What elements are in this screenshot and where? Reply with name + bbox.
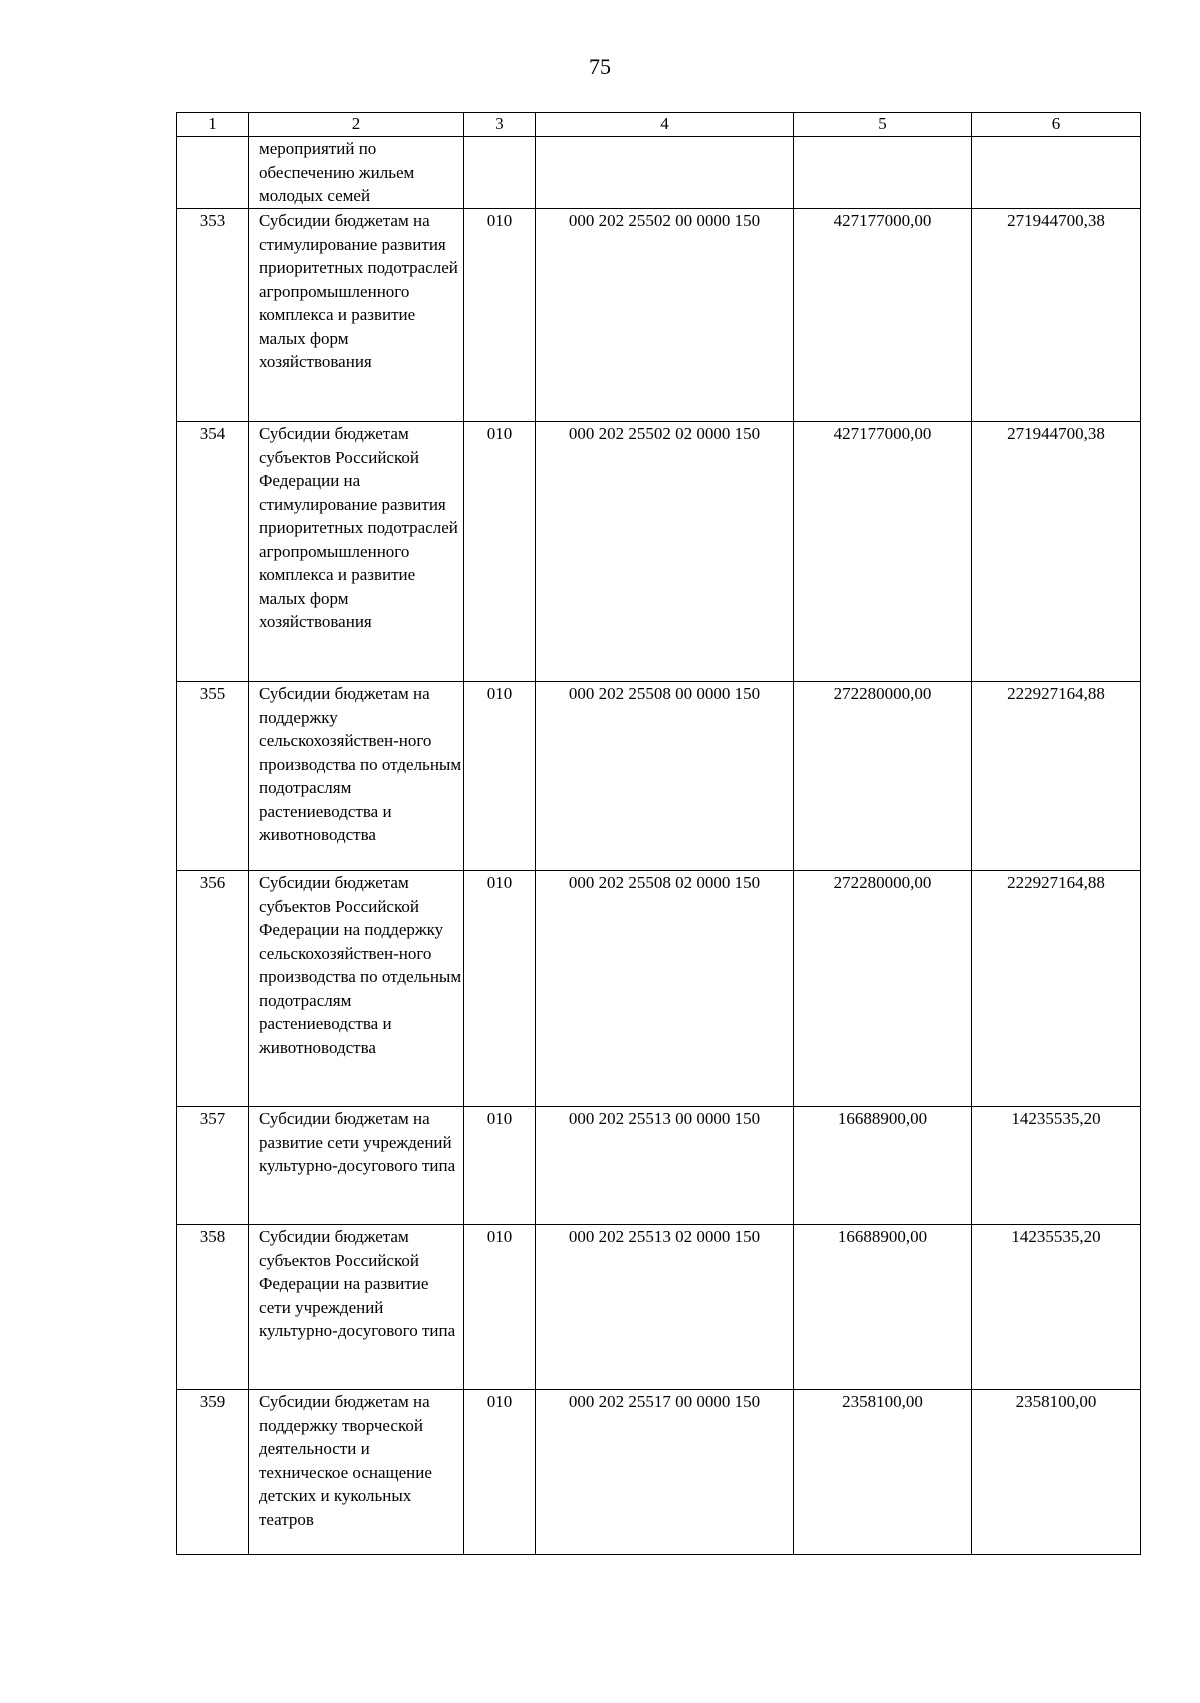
row-fact-amount: 14235535,20 — [972, 1225, 1141, 1390]
header-col-3: 3 — [464, 113, 536, 137]
page-number: 75 — [589, 54, 611, 79]
row-plan-amount: 16688900,00 — [794, 1225, 972, 1390]
header-col-5: 5 — [794, 113, 972, 137]
row-name: Субсидии бюджетам субъектов Российской Федерации на развитие сети учреждений культурно-досугового типа — [249, 1225, 464, 1390]
row-name: Субсидии бюджетам на поддержку сельскохозяйствен-ного производства по отдельным подотраслям растениеводства и животноводства — [249, 682, 464, 871]
continuation-name-cell: мероприятий по обеспечению жильем молодых семей — [249, 137, 464, 209]
continuation-row — [177, 137, 1141, 209]
row-budget-code: 000 202 25508 02 0000 150 — [536, 871, 794, 1107]
row-number: 356 — [177, 871, 249, 1107]
header-col-4: 4 — [536, 113, 794, 137]
row-name: Субсидии бюджетам субъектов Российской Федерации на поддержку сельскохозяйствен-ного производства по отдельным подотраслям растениеводства и животноводства — [249, 871, 464, 1107]
row-name: Субсидии бюджетам субъектов Российской Федерации на стимулирование развития приоритетных подотраслей агропромышленного комплекса и развитие малых форм хозяйствования — [249, 422, 464, 682]
row-budget-code: 000 202 25513 00 0000 150 — [536, 1107, 794, 1225]
row-admin-code: 010 — [464, 682, 536, 871]
row-number: 358 — [177, 1225, 249, 1390]
continuation-admin-cell — [464, 137, 536, 209]
header-col-6: 6 — [972, 113, 1141, 137]
row-plan-amount: 427177000,00 — [794, 209, 972, 422]
row-fact-amount: 271944700,38 — [972, 422, 1141, 682]
continuation-code-cell — [536, 137, 794, 209]
table-row — [177, 1390, 1141, 1555]
row-admin-code: 010 — [464, 209, 536, 422]
row-fact-amount: 222927164,88 — [972, 682, 1141, 871]
table-row — [177, 682, 1141, 871]
continuation-num-cell — [177, 137, 249, 209]
header-row — [177, 113, 1141, 137]
row-name: Субсидии бюджетам на поддержку творческой деятельности и техническое оснащение детских и кукольных театров — [249, 1390, 464, 1555]
row-budget-code: 000 202 25502 02 0000 150 — [536, 422, 794, 682]
row-number: 354 — [177, 422, 249, 682]
table-row — [177, 1107, 1141, 1225]
row-plan-amount: 272280000,00 — [794, 682, 972, 871]
row-name: Субсидии бюджетам на стимулирование развития приоритетных подотраслей агропромышленного комплекса и развитие малых форм хозяйствования — [249, 209, 464, 422]
header-col-1: 1 — [177, 113, 249, 137]
row-plan-amount: 16688900,00 — [794, 1107, 972, 1225]
row-name: Субсидии бюджетам на развитие сети учреждений культурно-досугового типа — [249, 1107, 464, 1225]
continuation-plan-cell — [794, 137, 972, 209]
table-row — [177, 422, 1141, 682]
row-plan-amount: 427177000,00 — [794, 422, 972, 682]
row-fact-amount: 14235535,20 — [972, 1107, 1141, 1225]
row-budget-code: 000 202 25513 02 0000 150 — [536, 1225, 794, 1390]
table-row — [177, 209, 1141, 422]
row-budget-code: 000 202 25502 00 0000 150 — [536, 209, 794, 422]
row-number: 355 — [177, 682, 249, 871]
row-admin-code: 010 — [464, 1225, 536, 1390]
row-number: 357 — [177, 1107, 249, 1225]
budget-table — [176, 112, 1141, 1555]
row-admin-code: 010 — [464, 422, 536, 682]
row-plan-amount: 272280000,00 — [794, 871, 972, 1107]
row-budget-code: 000 202 25508 00 0000 150 — [536, 682, 794, 871]
row-number: 359 — [177, 1390, 249, 1555]
row-fact-amount: 271944700,38 — [972, 209, 1141, 422]
continuation-fact-cell — [972, 137, 1141, 209]
row-number: 353 — [177, 209, 249, 422]
row-plan-amount: 2358100,00 — [794, 1390, 972, 1555]
row-admin-code: 010 — [464, 1107, 536, 1225]
row-budget-code: 000 202 25517 00 0000 150 — [536, 1390, 794, 1555]
row-fact-amount: 222927164,88 — [972, 871, 1141, 1107]
row-fact-amount: 2358100,00 — [972, 1390, 1141, 1555]
row-admin-code: 010 — [464, 871, 536, 1107]
row-admin-code: 010 — [464, 1390, 536, 1555]
table-row — [177, 871, 1141, 1107]
table-row — [177, 1225, 1141, 1390]
header-col-2: 2 — [249, 113, 464, 137]
